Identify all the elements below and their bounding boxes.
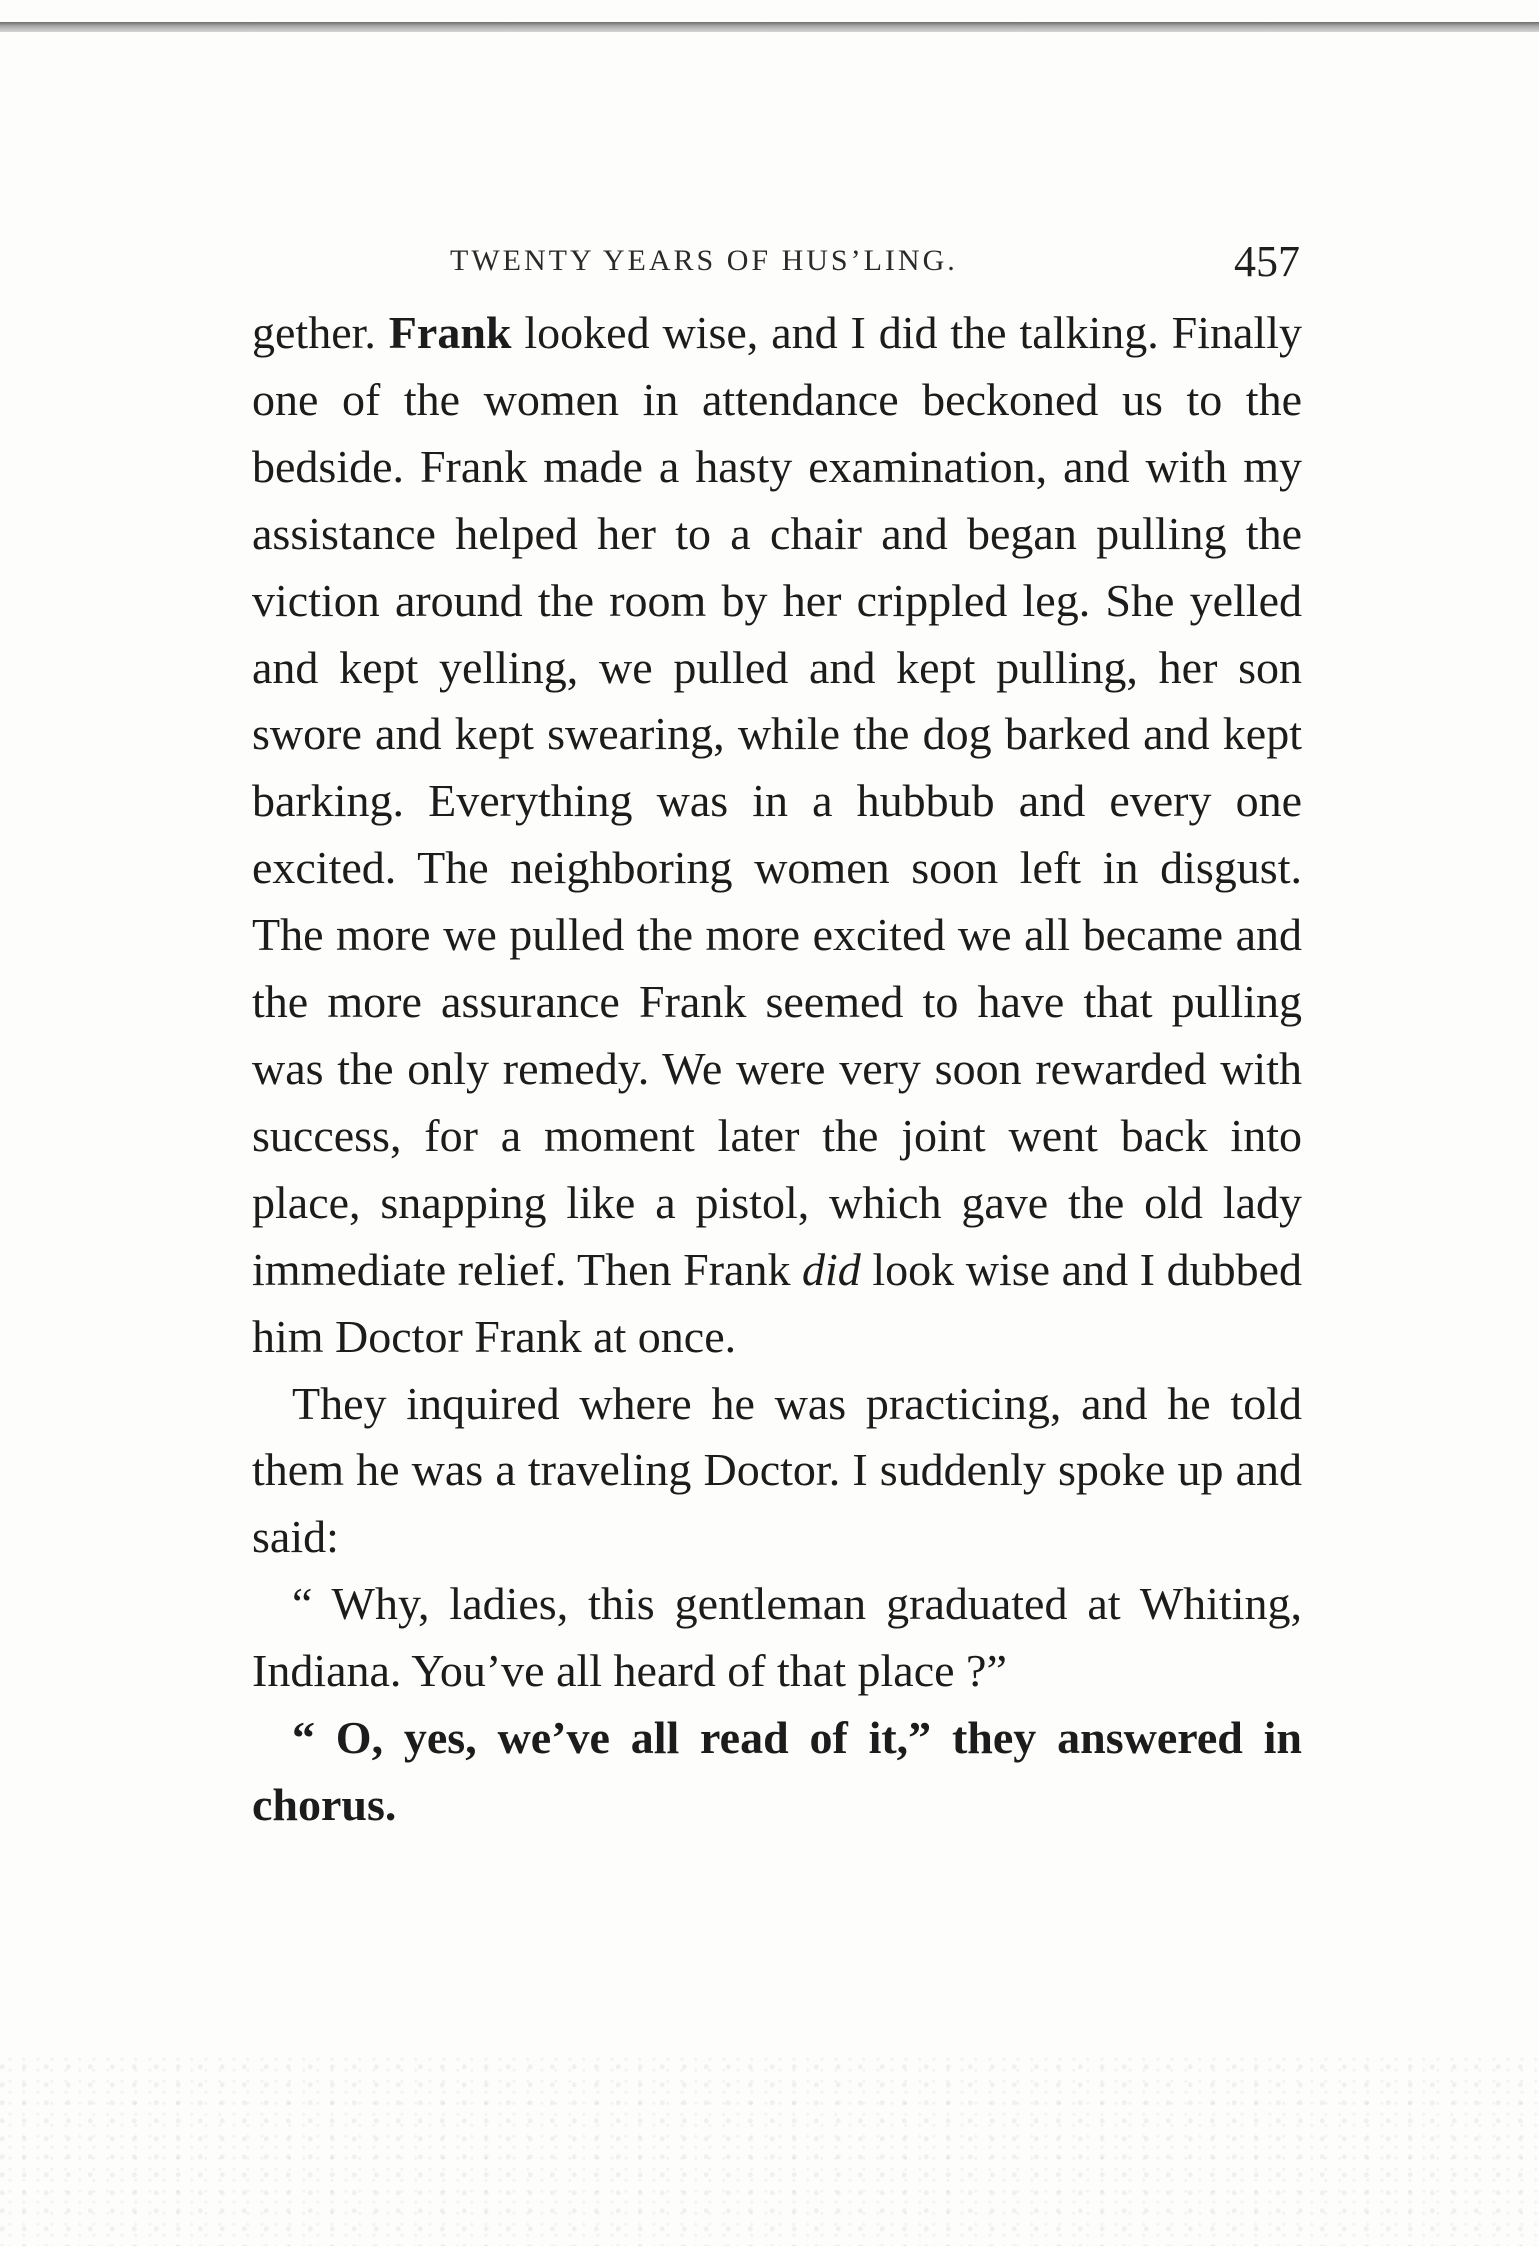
paragraph-1-bold-name: Frank (388, 307, 512, 358)
scan-speckle-texture (0, 2056, 1539, 2246)
paragraph-2: They inquired where he was practicing, and he told them he was a traveling Doctor. I suddenly spoke up and said: (252, 1377, 1302, 1563)
body-text (252, 300, 1302, 1839)
paragraph-1 (252, 300, 1302, 1371)
running-title: TWENTY YEARS OF HUS’LING. (450, 244, 958, 277)
paragraph-1-tail: look wise and I dubbed him Doctor Frank at once. (252, 1243, 1302, 1362)
paragraph-1-italic: did (802, 1243, 861, 1295)
paragraph-1-main: looked wise, and I did the talking. Finally one of the women in attendance beckoned us to the bedside. Frank made a hasty examination, and with my assistance helped her to a chair and began pulling the viction around the room by her crippled leg. She yelled and kept yelling, we pulled and kept pulling, her son swore and kept swearing, while the dog barked and kept barking. Everything was in a hubbub and every one excited. The neighboring women soon left in disgust. The more we pulled the more excited we all became and the more assurance Frank seemed to have that pulling was the only remedy. We were very soon rewarded with success, for a moment later the joint went back into place, snapping like a pistol, which gave the old lady immediate relief. Then Frank (252, 307, 1302, 1295)
paragraph-1-lead: gether. (252, 307, 389, 358)
scan-top-edge (0, 22, 1539, 32)
running-head (250, 228, 1300, 288)
page-number: 457 (1234, 237, 1300, 286)
paragraph-4: “ O, yes, we’ve all read of it,” they answered in chorus. (252, 1712, 1302, 1830)
paragraph-3: “ Why, ladies, this gentleman graduated at Whiting, Indiana. You’ve all heard of that place ?” (252, 1578, 1302, 1697)
